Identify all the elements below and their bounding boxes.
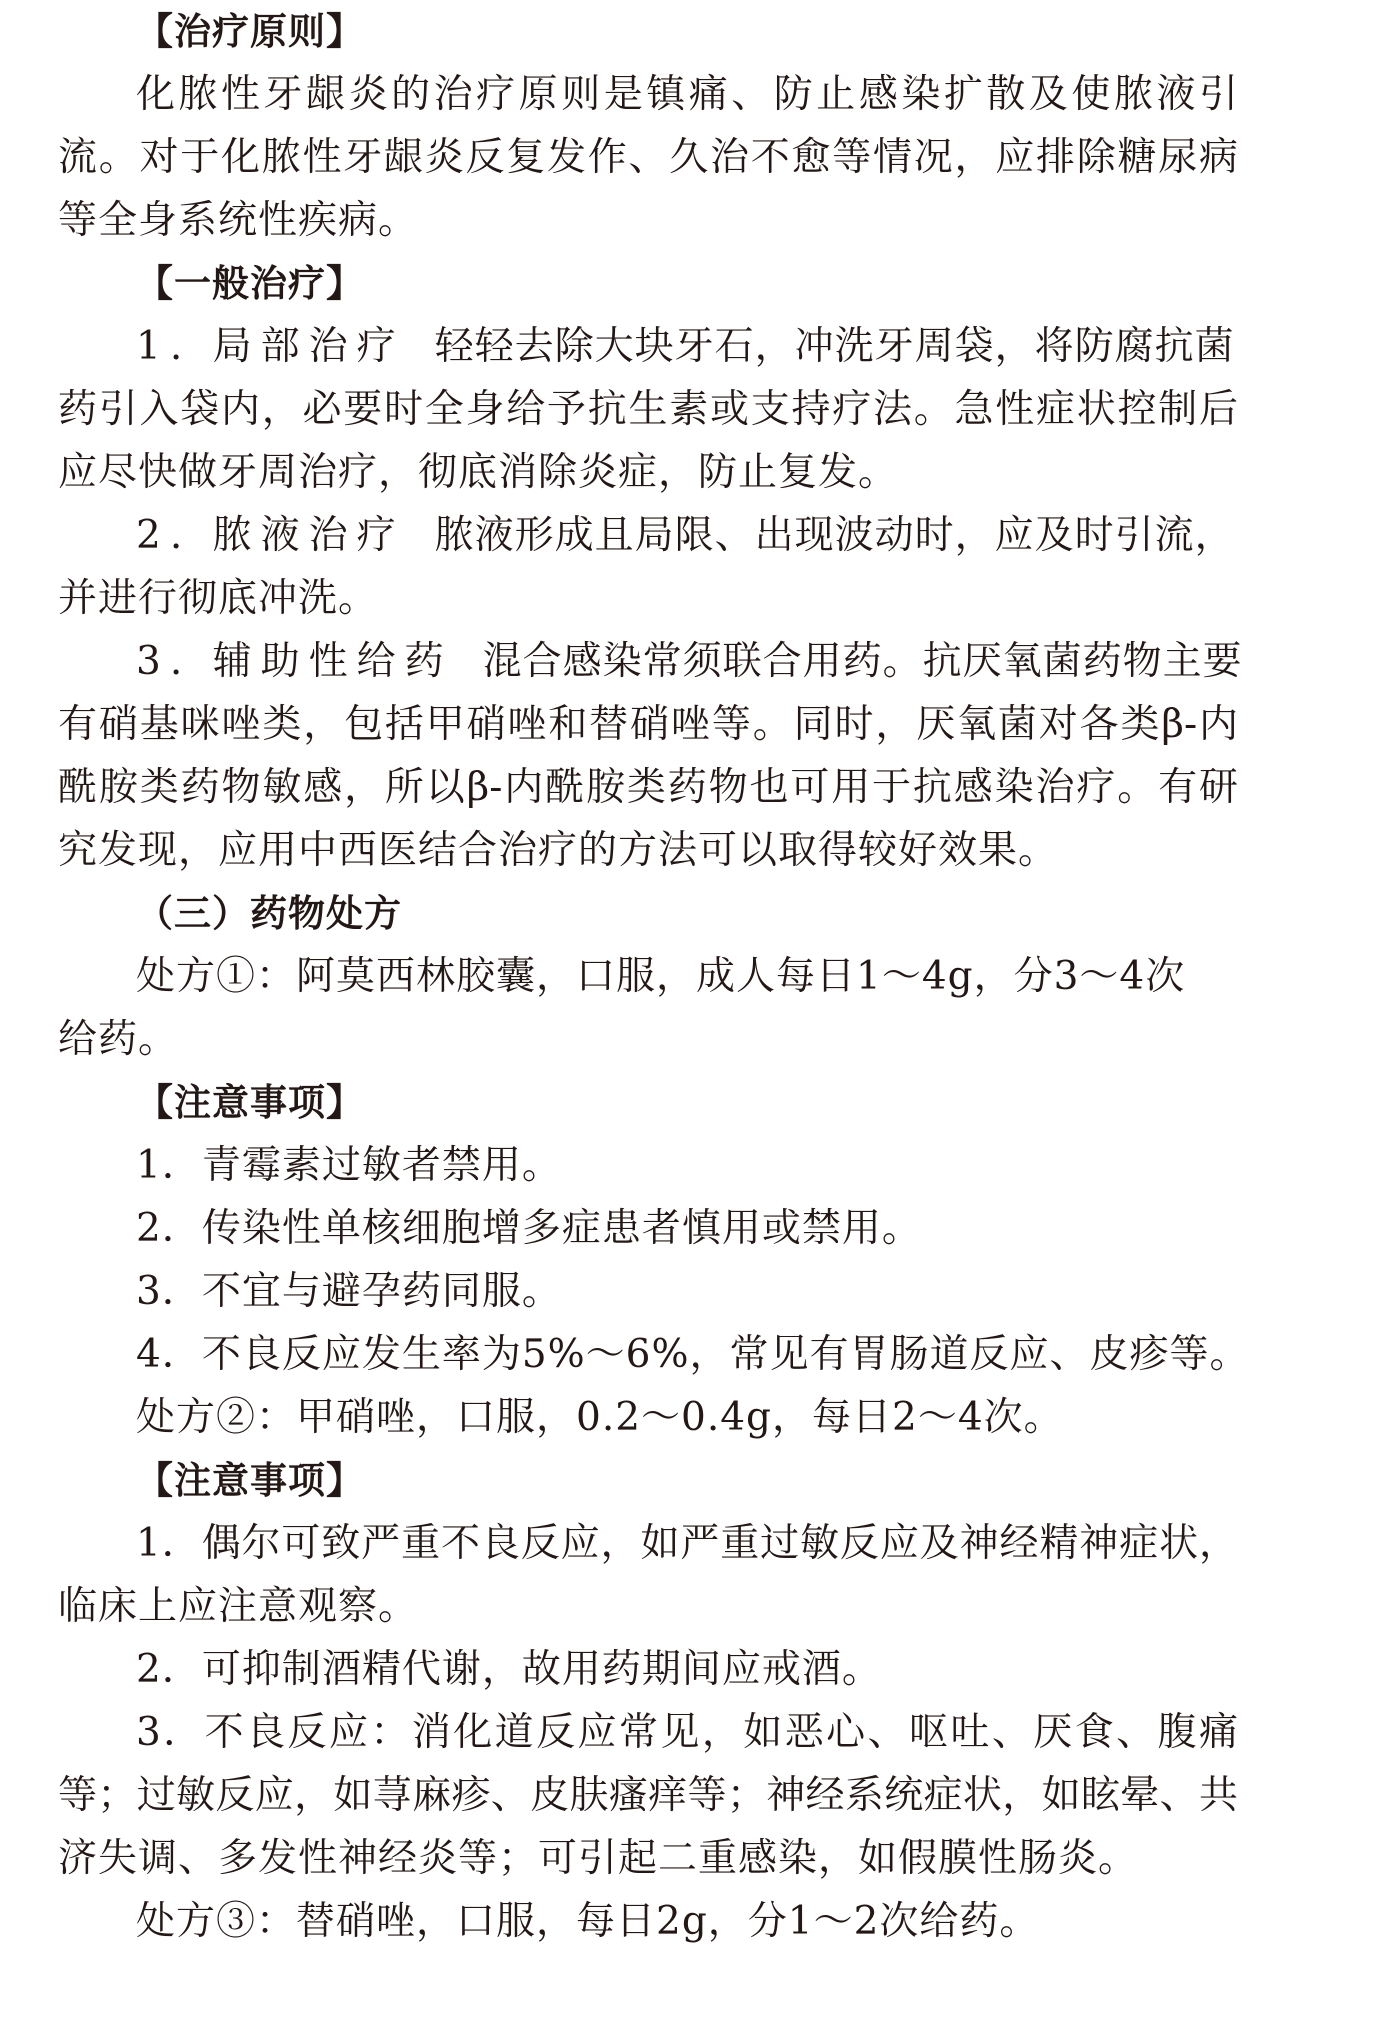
paragraph-line: 化脓性牙龈炎的治疗原则是镇痛、防止感染扩散及使脓液引 [136,72,1238,117]
list-item: 1．青霉素过敏者禁用。 [136,1143,562,1188]
paragraph-line: 酰胺类药物敏感，所以β-内酰胺类药物也可用于抗感染治疗。有研 [58,765,1238,810]
term-label: 1. 局部治疗 [136,324,405,369]
term-text: 脓液形成且局限、出现波动时，应及时引流， [434,513,1235,558]
paragraph-line: 并进行彻底冲洗。 [58,576,379,621]
term-text: 混合感染常须联合用药。抗厌氧菌药物主要 [482,639,1243,684]
paragraph-line: 流。对于化脓性牙龈炎反复发作、久治不愈等情况，应排除糖尿病 [58,135,1238,180]
term-text: 轻轻去除大块牙石，冲洗牙周袋，将防腐抗菌 [434,324,1235,369]
section-heading-precautions: 【注意事项】 [136,1081,364,1124]
list-item: 4．不良反应发生率为5%～6%，常见有胃肠道反应、皮疹等。 [136,1332,1250,1377]
list-item-pus-treatment [136,512,1235,560]
section-heading-precautions: 【注意事项】 [136,1459,364,1502]
paragraph-line: 究发现，应用中西医结合治疗的方法可以取得较好效果。 [58,828,1059,873]
list-item-adjuvant-medication [136,638,1243,686]
section-heading-prescriptions: （三）药物处方 [136,892,402,935]
paragraph-line: 应尽快做牙周治疗，彻底消除炎症，防止复发。 [58,450,899,495]
list-item: 2．传染性单核细胞增多症患者慎用或禁用。 [136,1206,922,1251]
paragraph-line: 药引入袋内，必要时全身给予抗生素或支持疗法。急性症状控制后 [58,387,1238,432]
term-label: 2. 脓液治疗 [136,513,405,558]
paragraph-line: 等；过敏反应，如荨麻疹、皮肤瘙痒等；神经系统症状，如眩晕、共 [58,1773,1238,1818]
paragraph-line: 临床上应注意观察。 [58,1584,419,1629]
list-item: 3．不宜与避孕药同服。 [136,1269,562,1314]
prescription-1: 处方①：阿莫西林胶囊，口服，成人每日1～4g，分3～4次 [136,954,1186,999]
paragraph-line: 等全身系统性疾病。 [58,198,419,243]
list-item: 2．可抑制酒精代谢，故用药期间应戒酒。 [136,1647,882,1692]
list-item: 1．偶尔可致严重不良反应，如严重过敏反应及神经精神症状， [136,1521,1238,1566]
paragraph-line: 给药。 [58,1017,179,1062]
list-item: 3．不良反应：消化道反应常见，如恶心、呕吐、厌食、腹痛 [136,1710,1238,1755]
list-item-local-treatment [136,323,1235,371]
term-label: 3. 辅助性给药 [136,639,453,684]
section-heading-treatment-principle: 【治疗原则】 [136,10,364,53]
prescription-2: 处方②：甲硝唑，口服，0.2～0.4g，每日2～4次。 [136,1395,1064,1440]
paragraph-line: 济失调、多发性神经炎等；可引起二重感染，如假膜性肠炎。 [58,1836,1139,1881]
section-heading-general-treatment: 【一般治疗】 [136,262,364,305]
prescription-3: 处方③：替硝唑，口服，每日2g，分1～2次给药。 [136,1899,1040,1944]
paragraph-line: 有硝基咪唑类，包括甲硝唑和替硝唑等。同时，厌氧菌对各类β-内 [58,702,1238,747]
